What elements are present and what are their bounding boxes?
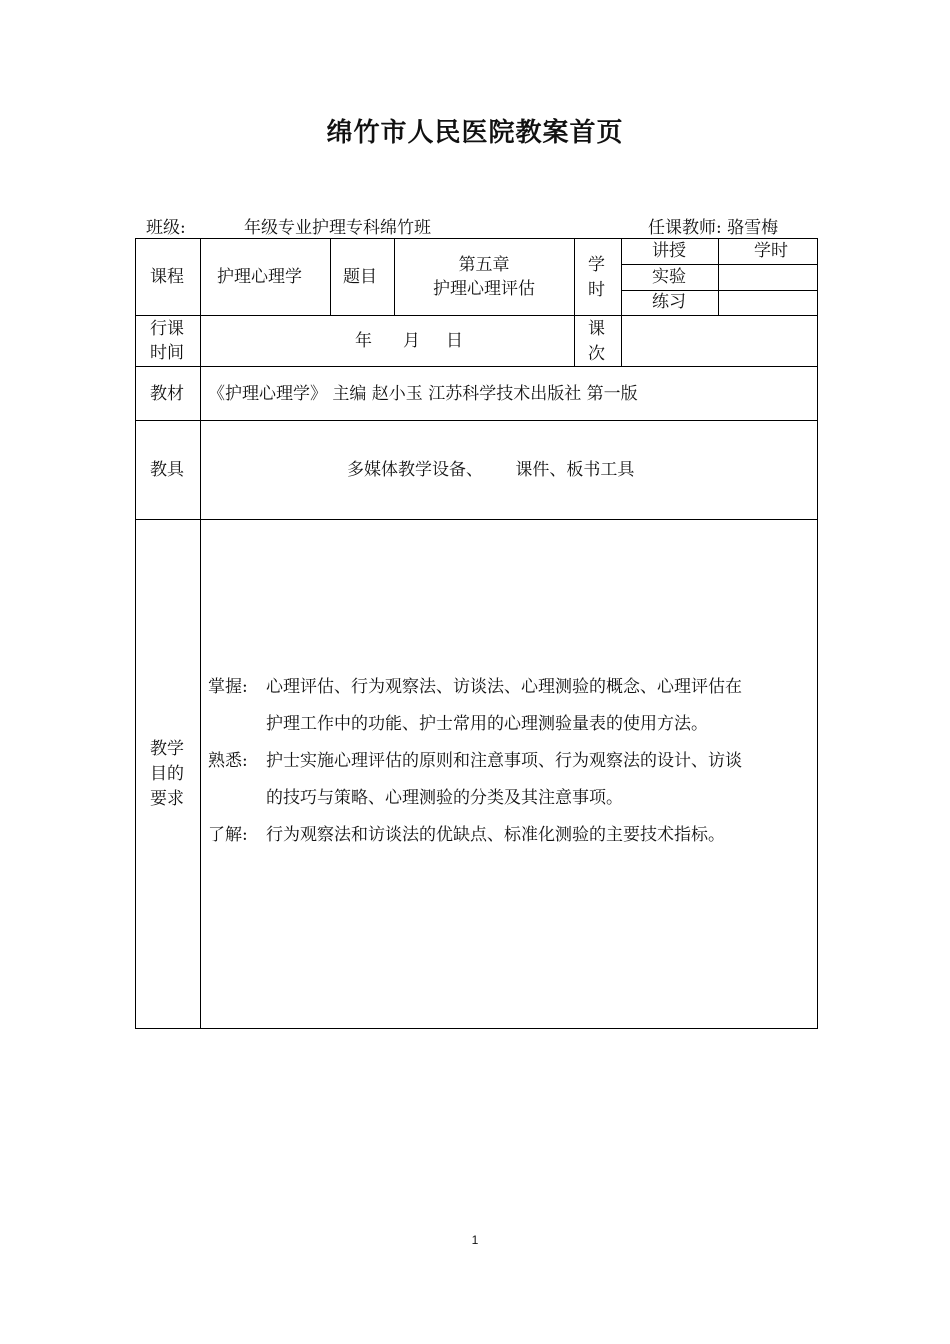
class-label: 班级: <box>146 218 186 238</box>
time-label-2: 时间 <box>150 343 184 363</box>
lecture-label: 讲授 <box>652 241 686 261</box>
objectives-label-3: 要求 <box>150 789 184 809</box>
hours-label-2: 时 <box>588 280 605 300</box>
practice-label: 练习 <box>652 292 686 312</box>
lecture-hours: 学时 <box>754 241 788 261</box>
page-number: 1 <box>471 1233 479 1247</box>
time-year: 年 <box>355 331 372 351</box>
hours-label-1: 学 <box>588 255 605 275</box>
class-line <box>146 213 431 238</box>
page-title: 绵竹市人民医院教案首页 <box>326 118 624 148</box>
time-day: 日 <box>446 331 463 351</box>
session-label-1: 课 <box>588 319 605 339</box>
topic-line-2: 护理心理评估 <box>433 279 535 299</box>
objective-familiar-line-2: 的技巧与策略、心理测验的分类及其注意事项。 <box>266 788 623 808</box>
tools-value: 多媒体教学设备、 课件、板书工具 <box>347 460 635 480</box>
textbook-label: 教材 <box>150 384 184 404</box>
teacher-line: 任课教师: 骆雪梅 <box>648 218 779 238</box>
topic-line-1: 第五章 <box>458 255 510 275</box>
session-label-2: 次 <box>588 344 605 364</box>
objective-understand-lead: 了解: <box>208 825 248 845</box>
objectives-label-1: 教学 <box>150 739 184 759</box>
class-value: 年级专业护理专科绵竹班 <box>244 218 431 238</box>
objectives-label-2: 目的 <box>150 764 184 784</box>
textbook-value: 《护理心理学》 主编 赵小玉 江苏科学技术出版社 第一版 <box>208 384 638 404</box>
objective-master-lead: 掌握: <box>208 677 248 697</box>
objective-familiar-lead: 熟悉: <box>208 751 248 771</box>
experiment-label: 实验 <box>652 267 686 287</box>
time-month: 月 <box>403 331 420 351</box>
lesson-plan-table <box>135 238 818 1029</box>
objective-master-line-1: 心理评估、行为观察法、访谈法、心理测验的概念、心理评估在 <box>266 677 742 697</box>
course-label: 课程 <box>150 267 184 287</box>
tools-label: 教具 <box>150 460 184 480</box>
objective-familiar-line-1: 护士实施心理评估的原则和注意事项、行为观察法的设计、访谈 <box>266 751 742 771</box>
course-value: 护理心理学 <box>217 267 302 287</box>
objective-understand-line-1: 行为观察法和访谈法的优缺点、标准化测验的主要技术指标。 <box>266 825 725 845</box>
time-label-1: 行课 <box>150 319 184 339</box>
topic-label: 题目 <box>343 267 377 287</box>
objective-master-line-2: 护理工作中的功能、护士常用的心理测验量表的使用方法。 <box>266 714 708 734</box>
